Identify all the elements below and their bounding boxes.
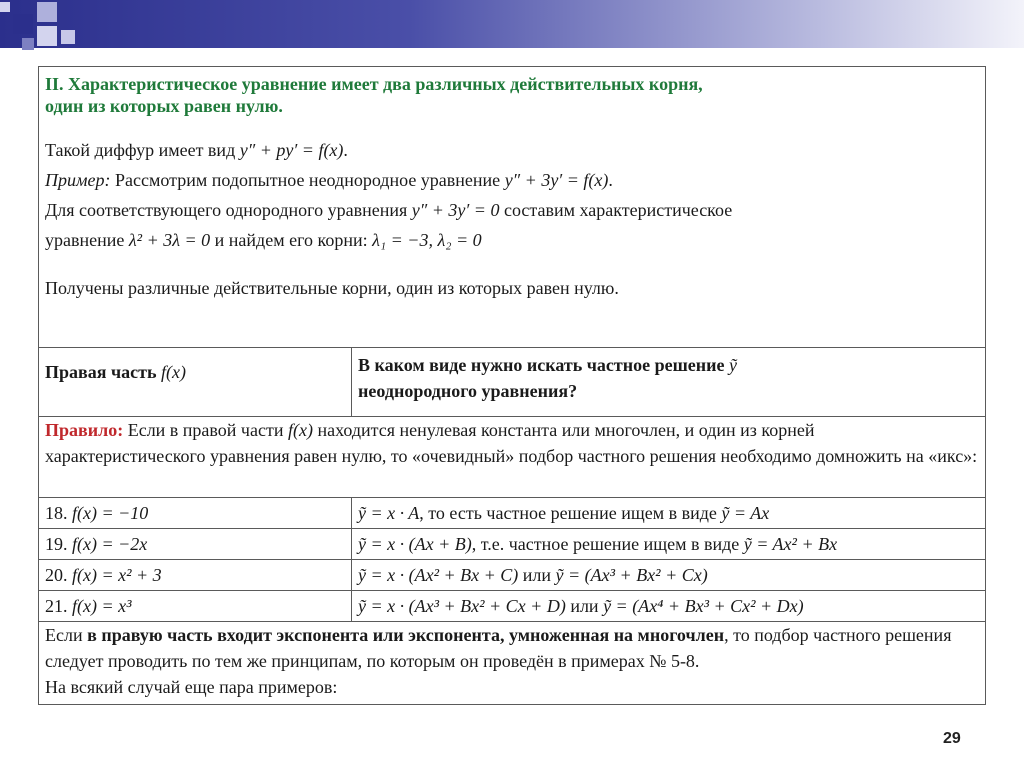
rule-cell: Правило: Если в правой части f(x) находится ненулевая константа или многочлен, и один из корней характеристического уравнения равен нулю, то «очевидный» подбор частного решения необходимо домножить на «икс»: [39, 417, 986, 498]
intro-line-1: Такой диффур имеет вид y″ + py′ = f(x). [45, 140, 348, 160]
decor-square [37, 26, 57, 46]
example-row [39, 529, 986, 560]
header-right-side: Правая часть f(x) [39, 348, 352, 417]
example-rhs: 21. f(x) = x³ [39, 591, 352, 622]
header-solution-form: В каком виде нужно искать частное решение ỹ неоднородного уравнения? [352, 348, 986, 417]
decor-square [22, 38, 34, 50]
decor-square [37, 2, 57, 22]
example-rhs: 19. f(x) = −2x [39, 529, 352, 560]
example-row [39, 591, 986, 622]
example-rhs: 18. f(x) = −10 [39, 498, 352, 529]
decor-square [0, 2, 10, 12]
example-solution: ỹ = x · (Ax³ + Bx² + Cx + D) или ỹ = (Ax⁴ + Bx³ + Cx² + Dx) [352, 591, 986, 622]
decor-square [61, 30, 75, 44]
intro-line-2: Пример: Рассмотрим подопытное неоднородное уравнение y″ + 3y′ = f(x). [45, 170, 613, 190]
example-solution: ỹ = x · A, то есть частное решение ищем в виде ỹ = Ax [352, 498, 986, 529]
title-bar-gradient [0, 0, 1024, 48]
intro-line-4: уравнение λ² + 3λ = 0 и найдем его корни: λ₁ = −3, λ₂ = 0 [45, 230, 482, 250]
intro-cell [39, 67, 986, 348]
example-solution: ỹ = x · (Ax² + Bx + C) или ỹ = (Ax³ + Bx² + Cx) [352, 560, 986, 591]
section-title: II. Характеристическое уравнение имеет два различных действительных корня, один из которых равен нулю. [45, 74, 703, 116]
example-row [39, 498, 986, 529]
page-number: 29 [943, 730, 961, 747]
example-rhs: 20. f(x) = x² + 3 [39, 560, 352, 591]
intro-conclusion: Получены различные действительные корни, один из которых равен нулю. [45, 278, 619, 298]
example-row [39, 560, 986, 591]
decor-square [13, 14, 33, 34]
example-solution: ỹ = x · (Ax + B), т.е. частное решение ищем в виде ỹ = Ax² + Bx [352, 529, 986, 560]
footer-note: Если в правую часть входит экспонента или экспонента, умноженная на многочлен, то подбор частного решения следует проводить по тем же принципам, по которым он проведён в примерах № 5-8. На всякий случай еще пара примеров: [39, 622, 986, 705]
content-table [38, 66, 986, 705]
intro-line-3: Для соответствующего однородного уравнения y″ + 3y′ = 0 составим характеристическое [45, 200, 733, 220]
